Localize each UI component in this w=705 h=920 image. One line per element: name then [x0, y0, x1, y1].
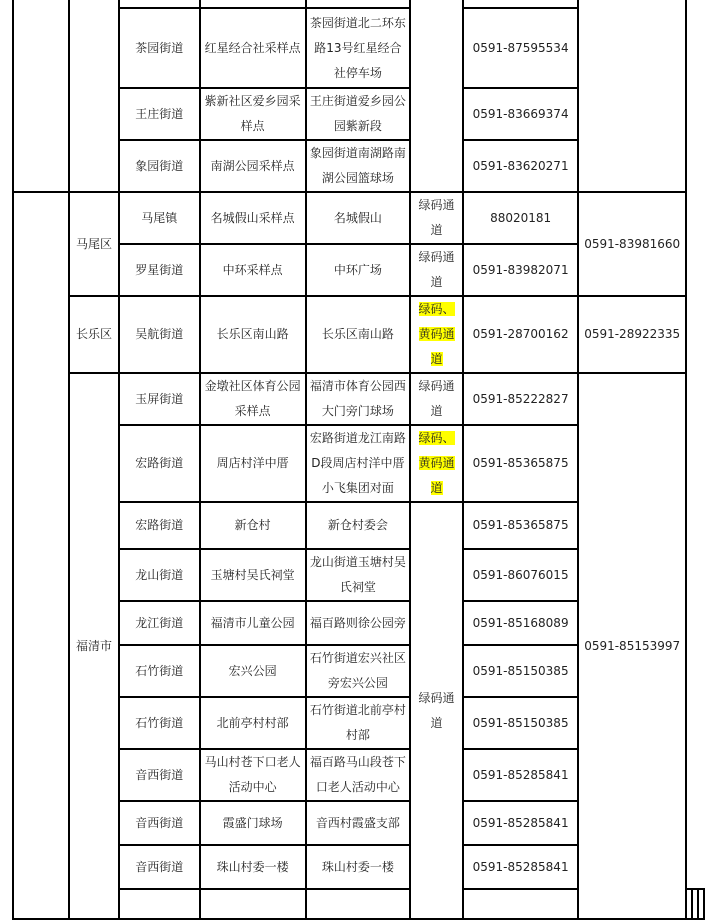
- address-cell: 中环广场: [306, 244, 411, 296]
- hotline-cell: 0591-28922335: [578, 296, 686, 373]
- address-cell: 龙山街道玉塘村吴氏祠堂: [306, 549, 411, 601]
- site-cell: 福清市儿童公园: [200, 601, 306, 645]
- table-row: [13, 373, 704, 425]
- site-cell: 南湖公园采样点: [200, 140, 306, 192]
- phone-cell: 0591-85365875: [463, 425, 578, 502]
- address-cell: 茶园街道北二环东路13号红星经合社停车场: [306, 8, 411, 88]
- testing-sites-table: [12, 0, 705, 920]
- street-cell: 宏路街道: [119, 502, 200, 549]
- region-cell: [13, 0, 69, 192]
- phone-cell: 0591-85150385: [463, 697, 578, 749]
- street-cell: 音西街道: [119, 845, 200, 889]
- site-cell: 紫新社区爱乡园采样点: [200, 88, 306, 140]
- street-cell: 石竹街道: [119, 697, 200, 749]
- hotline-cell: [578, 0, 686, 192]
- street-cell: 象园街道: [119, 140, 200, 192]
- phone-cell: [463, 0, 578, 8]
- phone-cell: 0591-86076015: [463, 549, 578, 601]
- address-cell: 王庄街道爱乡园公园紫新段: [306, 88, 411, 140]
- region-cell: [13, 192, 69, 919]
- phone-cell: 0591-83620271: [463, 140, 578, 192]
- address-cell: 长乐区南山路: [306, 296, 411, 373]
- site-cell: 红星经合社采样点: [200, 8, 306, 88]
- address-cell: 象园街道南湖路南湖公园篮球场: [306, 140, 411, 192]
- site-cell: 马山村苍下口老人活动中心: [200, 749, 306, 801]
- site-cell: 新仓村: [200, 502, 306, 549]
- address-cell: [306, 0, 411, 8]
- site-cell: [200, 0, 306, 8]
- street-cell: 王庄街道: [119, 88, 200, 140]
- district-cell: 长乐区: [69, 296, 119, 373]
- site-cell: 珠山村委一楼: [200, 845, 306, 889]
- hotline-cell: [698, 889, 704, 919]
- channel-cell: 绿码通道: [410, 373, 463, 425]
- address-cell: 宏路街道龙江南路D段周店村洋中厝小飞集团对面: [306, 425, 411, 502]
- address-cell: 新仓村委会: [306, 502, 411, 549]
- phone-cell: 0591-85150385: [463, 645, 578, 697]
- address-cell: 福百路则徐公园旁: [306, 601, 411, 645]
- site-cell: 金墩社区体育公园采样点: [200, 373, 306, 425]
- phone-cell: 0591-85285841: [463, 801, 578, 845]
- channel-cell: [410, 296, 463, 373]
- phone-cell: 0591-28700162: [463, 296, 578, 373]
- hotline-cell: 0591-83981660: [578, 192, 686, 296]
- site-cell: 玉塘村吴氏祠堂: [200, 549, 306, 601]
- site-cell: 霞盛门球场: [200, 801, 306, 845]
- phone-cell: 0591-85222827: [463, 373, 578, 425]
- address-cell: 福百路马山段苍下口老人活动中心: [306, 749, 411, 801]
- address-cell: 石竹街道北前亭村村部: [306, 697, 411, 749]
- site-cell: 宏兴公园: [200, 645, 306, 697]
- address-cell: 珠山村委一楼: [306, 845, 411, 889]
- district-cell: [119, 889, 200, 919]
- district-cell: 福清市: [69, 373, 119, 919]
- site-cell: 中环采样点: [200, 244, 306, 296]
- site-cell: 北前亭村村部: [200, 697, 306, 749]
- street-cell: 石竹街道: [119, 645, 200, 697]
- street-cell: 吴航街道: [119, 296, 200, 373]
- phone-cell: 0591-85285841: [463, 749, 578, 801]
- phone-cell: 0591-83669374: [463, 88, 578, 140]
- channel-highlight: 绿码、黄码通道: [418, 302, 455, 366]
- phone-cell: 88020181: [463, 192, 578, 244]
- channel-highlight: 绿码、黄码通道: [418, 431, 455, 495]
- site-cell: 长乐区南山路: [200, 296, 306, 373]
- phone-cell: 0591-85365875: [463, 502, 578, 549]
- street-cell: 音西街道: [119, 801, 200, 845]
- table-row: [13, 192, 704, 244]
- site-cell: [306, 889, 411, 919]
- street-cell: 龙江街道: [119, 601, 200, 645]
- address-cell: 石竹街道宏兴社区旁宏兴公园: [306, 645, 411, 697]
- hotline-cell: 0591-85153997: [578, 373, 686, 919]
- address-cell: 福清市体育公园西大门旁门球场: [306, 373, 411, 425]
- street-cell: [200, 889, 306, 919]
- street-cell: 龙山街道: [119, 549, 200, 601]
- table-row: [13, 296, 704, 373]
- channel-cell: [410, 0, 463, 192]
- district-cell: 马尾区: [69, 192, 119, 296]
- street-cell: 罗星街道: [119, 244, 200, 296]
- address-cell: [463, 889, 578, 919]
- street-cell: 宏路街道: [119, 425, 200, 502]
- street-cell: 茶园街道: [119, 8, 200, 88]
- phone-cell: 0591-83982071: [463, 244, 578, 296]
- table-row: [13, 0, 704, 8]
- address-cell: 音西村霞盛支部: [306, 801, 411, 845]
- phone-cell: 0591-85285841: [463, 845, 578, 889]
- street-cell: 音西街道: [119, 749, 200, 801]
- site-cell: 名城假山采样点: [200, 192, 306, 244]
- address-cell: 名城假山: [306, 192, 411, 244]
- phone-cell: 0591-85168089: [463, 601, 578, 645]
- street-cell: 玉屏街道: [119, 373, 200, 425]
- site-cell: 周店村洋中厝: [200, 425, 306, 502]
- channel-cell: 绿码通道: [410, 192, 463, 244]
- channel-cell: 绿码通道: [410, 502, 463, 919]
- street-cell: 马尾镇: [119, 192, 200, 244]
- channel-cell: [410, 425, 463, 502]
- district-cell: [69, 0, 119, 192]
- channel-cell: 绿码通道: [410, 244, 463, 296]
- street-cell: [119, 0, 200, 8]
- phone-cell: 0591-87595534: [463, 8, 578, 88]
